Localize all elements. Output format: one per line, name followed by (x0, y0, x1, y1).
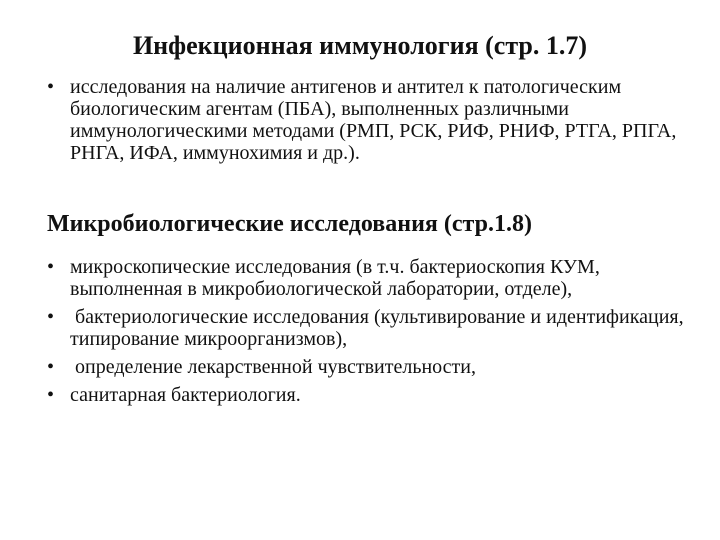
microbiology-list (47, 256, 697, 412)
slide-title: Инфекционная иммунология (стр. 1.7) (132, 31, 588, 60)
list-item (47, 384, 697, 406)
bullet-icon: • (47, 384, 55, 406)
immunology-list (47, 76, 697, 170)
list-item-text: исследования на наличие антигенов и антител к патологическим биологическим агентам (ПБА), выполненных различными иммунологическими методами (РМП, РСК, РИФ, РНИФ, РТГА, РПГА, РНГА, ИФА, иммунохимия и др.). (70, 76, 677, 164)
list-item (47, 356, 697, 378)
list-item (47, 76, 697, 164)
list-item (47, 256, 697, 300)
bullet-icon: • (47, 356, 55, 378)
section-heading: Микробиологические исследования (стр.1.8) (47, 211, 532, 237)
list-item-text: санитарная бактериология. (70, 384, 301, 406)
list-item (47, 306, 697, 350)
bullet-icon: • (47, 256, 55, 278)
bullet-icon: • (47, 306, 55, 328)
list-item-text: микроскопические исследования (в т.ч. бактериоскопия КУМ, выполненная в микробиологической лаборатории, отделе), (70, 256, 600, 300)
list-item-text: бактериологические исследования (культивирование и идентификация, типирование микроорганизмов), (70, 306, 689, 350)
list-item-text: определение лекарственной чувствительности, (70, 356, 476, 378)
bullet-icon: • (47, 76, 55, 98)
